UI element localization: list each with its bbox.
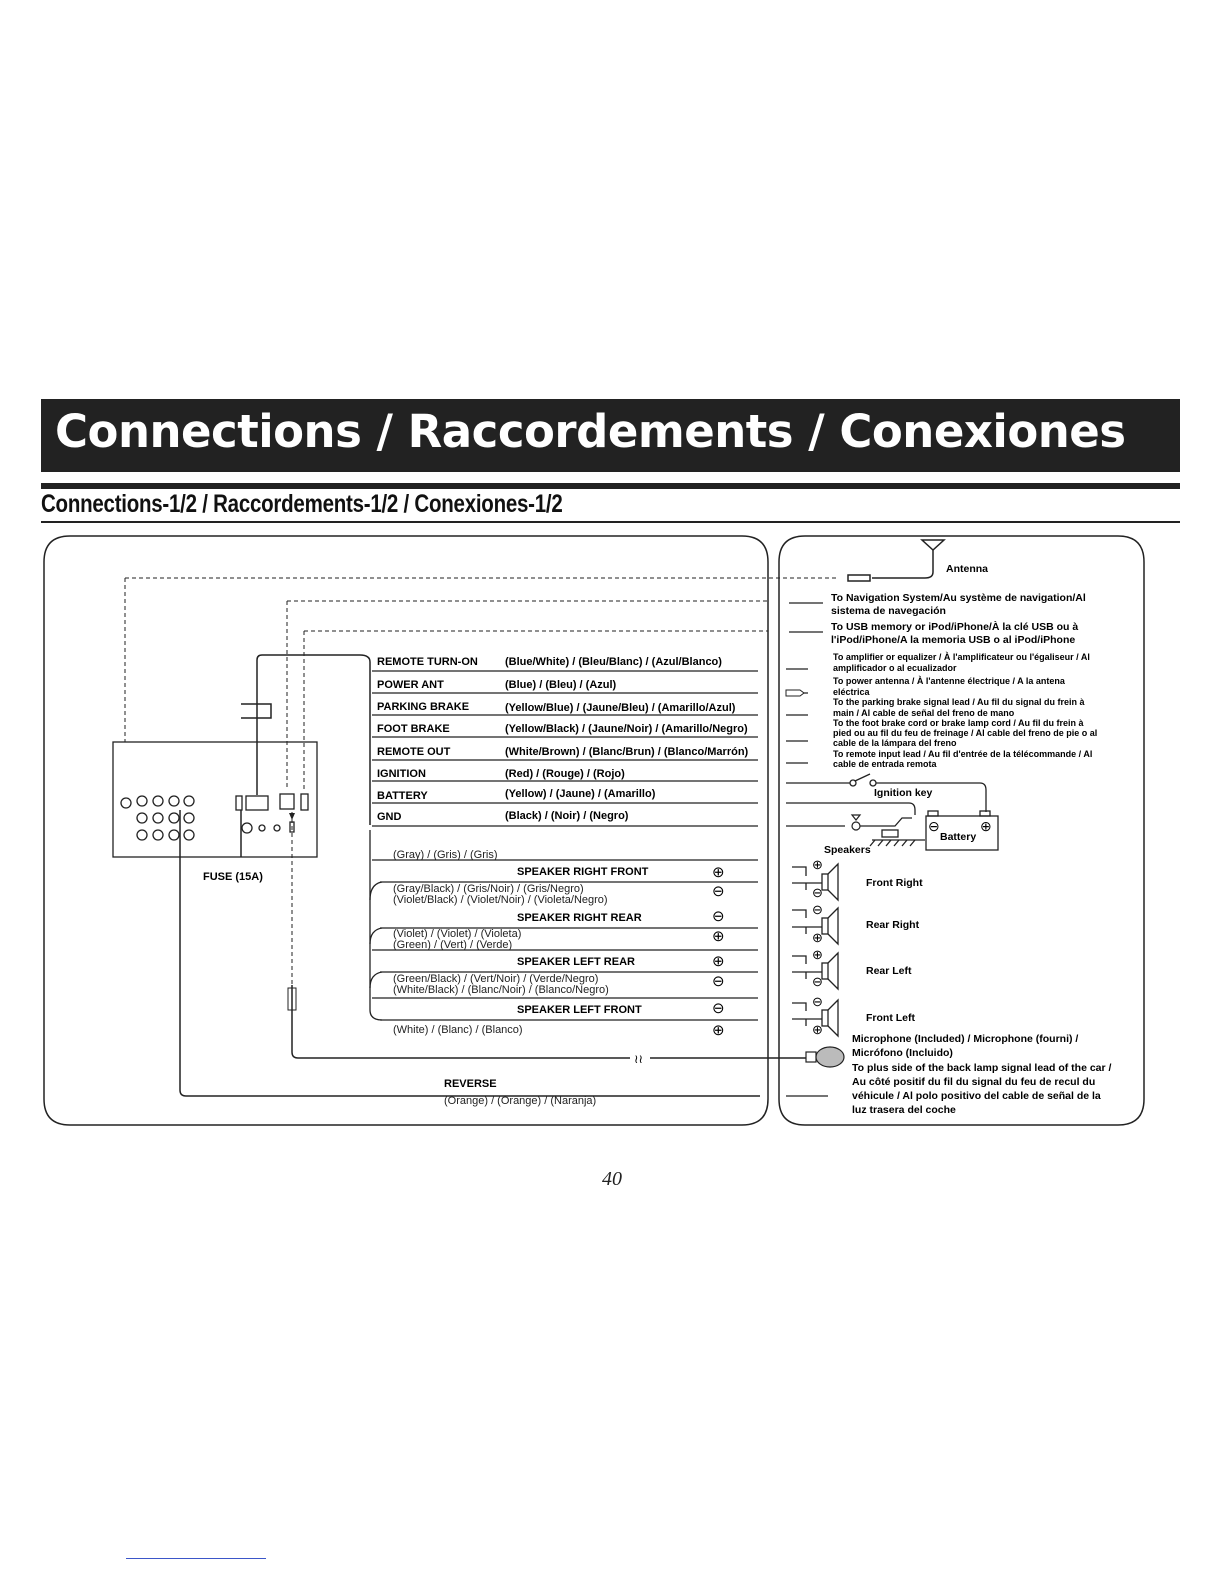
lead-name: POWER ANT xyxy=(377,679,444,691)
rca-jack-icon xyxy=(121,796,194,840)
foot-brake-note: pied ou au fil du feu de freinage / Al cable del freno de pie o al xyxy=(833,728,1098,738)
minus-icon: ⊖ xyxy=(712,908,725,925)
speaker-plus-color: (Gray) / (Gris) / (Gris) xyxy=(393,849,498,861)
left-panel-frame xyxy=(44,536,768,1125)
parking-note: To the parking brake signal lead / Au fil du signal du frein à xyxy=(833,697,1085,707)
footnote-rule xyxy=(126,1558,266,1559)
remote-note: cable de entrada remota xyxy=(833,759,937,769)
speaker-leads xyxy=(393,849,649,1036)
plus-icon: ⊕ xyxy=(812,1022,823,1037)
rear-left-label: Rear Left xyxy=(866,965,912,977)
plus-icon: ⊕ xyxy=(712,864,725,881)
minus-icon: ⊖ xyxy=(928,818,940,834)
speaker-minus-color: (Gray/Black) / (Gris/Noir) / (Gris/Negro) xyxy=(393,883,584,895)
right-panel-notes xyxy=(831,592,1097,769)
speaker-plus-color: (Violet) / (Violet) / (Violeta) xyxy=(393,928,522,940)
lead-name: REMOTE TURN-ON xyxy=(377,656,478,668)
plus-icon: ⊕ xyxy=(980,818,992,834)
plug-icon xyxy=(786,690,804,696)
minus-icon: ⊖ xyxy=(812,994,823,1009)
parking-note: main / Al cable de señal del freno de mano xyxy=(833,708,1015,718)
minus-icon: ⊖ xyxy=(712,883,725,900)
amp-note: To amplifier or equalizer / À l'amplificateur ou l'égaliseur / Al xyxy=(833,652,1090,662)
microphone-icon xyxy=(806,1047,844,1067)
lead-color: (Red) / (Rouge) / (Rojo) xyxy=(505,768,625,780)
usb-note: To USB memory or iPod/iPhone/À la clé USB ou à xyxy=(831,621,1079,633)
reverse-note: To plus side of the back lamp signal lead of the car / xyxy=(852,1062,1112,1074)
break-mark: ≀≀ xyxy=(634,1052,643,1066)
speaker-minus-color: (White/Black) / (Blanc/Noir) / (Blanco/Negro) xyxy=(393,984,609,996)
speaker-minus-color: (Green/Black) / (Vert/Noir) / (Verde/Negro) xyxy=(393,973,599,985)
speaker-name: SPEAKER LEFT FRONT xyxy=(517,1004,642,1016)
ignition-key-label: Ignition key xyxy=(874,787,933,799)
harness-leads xyxy=(377,656,749,823)
page-number: 40 xyxy=(602,1168,622,1190)
plus-icon: ⊕ xyxy=(812,930,823,945)
head-unit xyxy=(113,742,317,857)
power-ant-note: To power antenna / À l'antenne électrique / A la antena xyxy=(833,676,1065,686)
lead-name: PARKING BRAKE xyxy=(377,701,470,713)
fuse-label: FUSE (15A) xyxy=(203,871,263,883)
lead-name: IGNITION xyxy=(377,768,426,780)
nav-note: sistema de navegación xyxy=(831,605,946,617)
minus-icon: ⊖ xyxy=(812,902,823,917)
speaker-name: SPEAKER RIGHT REAR xyxy=(517,912,642,924)
amp-note: amplificador o al ecualizador xyxy=(833,663,957,673)
plus-icon: ⊕ xyxy=(712,928,725,945)
power-ant-note: eléctrica xyxy=(833,687,870,697)
antenna-label: Antenna xyxy=(946,563,988,575)
plus-icon: ⊕ xyxy=(812,857,823,872)
battery-label: Battery xyxy=(940,831,977,843)
minus-icon: ⊖ xyxy=(812,974,823,989)
front-left-label: Front Left xyxy=(866,1012,915,1024)
minus-icon: ⊖ xyxy=(712,1000,725,1017)
reverse-label: REVERSE xyxy=(444,1078,497,1090)
lead-color: (Yellow) / (Jaune) / (Amarillo) xyxy=(505,788,656,800)
lead-color: (Yellow/Blue) / (Jaune/Bleu) / (Amarillo/Azul) xyxy=(505,702,736,714)
nav-note: To Navigation System/Au système de navigation/Al xyxy=(831,592,1086,604)
speaker-name: SPEAKER RIGHT FRONT xyxy=(517,866,649,878)
lead-color: (White/Brown) / (Blanc/Brun) / (Blanco/Marrón) xyxy=(505,746,749,758)
minus-icon: ⊖ xyxy=(712,973,725,990)
reverse-color: (Orange) / (Orange) / (Naranja) xyxy=(444,1095,597,1107)
speakers-label: Speakers xyxy=(824,844,871,856)
plus-icon: ⊕ xyxy=(712,1022,725,1039)
speaker-plus-color: (Green) / (Vert) / (Verde) xyxy=(393,939,513,951)
lead-name: FOOT BRAKE xyxy=(377,723,450,735)
lead-color: (Black) / (Noir) / (Negro) xyxy=(505,810,629,822)
lead-color: (Blue/White) / (Bleu/Blanc) / (Azul/Blanco) xyxy=(505,656,722,668)
front-right-label: Front Right xyxy=(866,877,923,889)
minus-icon: ⊖ xyxy=(812,885,823,900)
ground-arrow-icon xyxy=(289,813,295,820)
lead-color: (Yellow/Black) / (Jaune/Noir) / (Amarillo/Negro) xyxy=(505,723,748,735)
speaker-plus-color: (White) / (Blanc) / (Blanco) xyxy=(393,1024,523,1036)
speaker-minus-color: (Violet/Black) / (Violet/Noir) / (Violeta/Negro) xyxy=(393,894,608,906)
reverse-note: Au côté positif du fil du signal du feu de recul du xyxy=(852,1076,1096,1088)
plus-icon: ⊕ xyxy=(812,947,823,962)
reverse-note: luz trasera del coche xyxy=(852,1104,956,1116)
section-subtitle: Connections-1/2 / Raccordements-1/2 / Conexiones-1/2 xyxy=(41,490,563,518)
lead-name: BATTERY xyxy=(377,790,428,802)
lead-color: (Blue) / (Bleu) / (Azul) xyxy=(505,679,617,691)
plus-icon: ⊕ xyxy=(712,953,725,970)
usb-note: l'iPod/iPhone/A la memoria USB o al iPod/iPhone xyxy=(831,634,1076,646)
foot-brake-note: cable de la lámpara del freno xyxy=(833,738,957,748)
page-title: Connections / Raccordements / Conexiones xyxy=(55,405,1126,458)
microphone-label: Micrófono (Incluido) xyxy=(852,1047,953,1059)
rear-right-label: Rear Right xyxy=(866,919,920,931)
remote-note: To remote input lead / Au fil d'entrée de la télécommande / Al xyxy=(833,749,1093,759)
lead-name: GND xyxy=(377,811,402,823)
speaker-name: SPEAKER LEFT REAR xyxy=(517,956,635,968)
microphone-label: Microphone (Included) / Microphone (fourni) / xyxy=(852,1033,1079,1045)
ground-icon xyxy=(852,815,860,830)
reverse-note: véhicule / Al polo positivo del cable de señal de la xyxy=(852,1090,1101,1102)
lead-name: REMOTE OUT xyxy=(377,746,451,758)
foot-brake-note: To the foot brake cord or brake lamp cord / Au fil du frein à xyxy=(833,718,1084,728)
antenna-icon xyxy=(848,540,944,581)
